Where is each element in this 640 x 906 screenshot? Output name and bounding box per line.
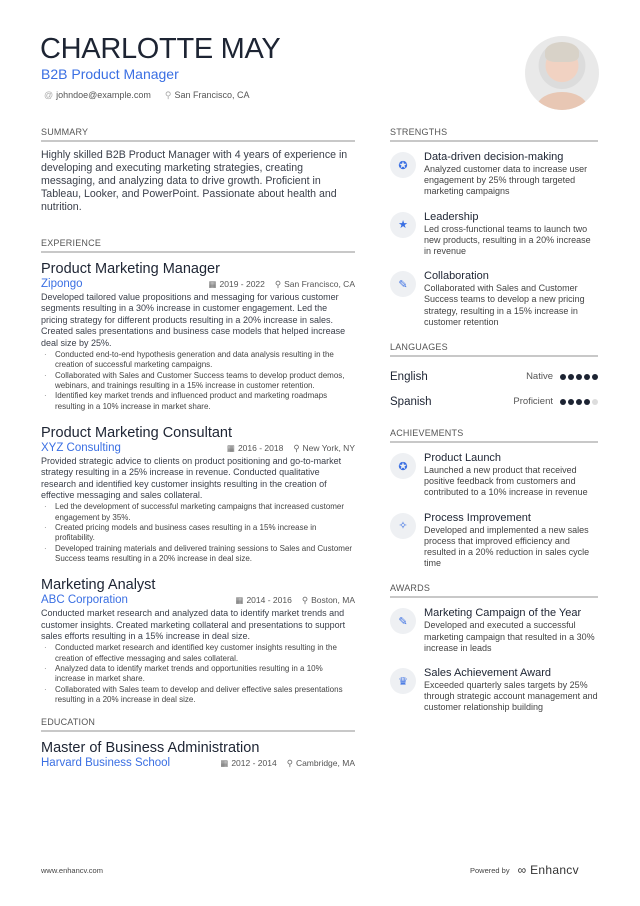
rating-dot: [576, 399, 582, 405]
calendar-icon: ▦: [235, 595, 244, 606]
calendar-icon: ▦: [208, 279, 217, 289]
job-title: Product Marketing Consultant: [41, 424, 233, 441]
job-title: Product Marketing Manager: [41, 261, 220, 277]
powered-by-label: Powered by: [470, 865, 510, 875]
job-dates: 2014 - 2016: [246, 595, 292, 606]
awards-item-title: Sales Achievement Award: [424, 667, 551, 680]
achievements-item: [390, 513, 598, 570]
rating-dot: [584, 374, 590, 380]
strengths-item: [390, 212, 598, 258]
achievements-item-text: Developed and implemented a new sales process that improved efficiency and resulted in a 20% reduction in sales cycle time: [424, 524, 590, 569]
left-column: [41, 127, 355, 781]
job-dates: 2016 - 2018: [237, 442, 284, 453]
school: Harvard Business School: [41, 757, 171, 770]
strengths-item-text: Led cross-functional teams to launch two new products, resulting in a 20% increase in revenue: [424, 223, 591, 257]
language-level: Native: [526, 371, 553, 383]
rating-dot: [560, 374, 566, 380]
summary-text: Highly skilled B2B Product Manager with 4 years of experience in developing and executing marketing strategies, creating messaging, and analyzing data to drive growth. Proficient in Tableau, Looker, and PowerPoint. Passionate about health and nutrition.: [41, 149, 348, 213]
job-dates: 2019 - 2022: [219, 279, 265, 289]
job-bullets: [41, 643, 355, 705]
degree: Master of Business Administration: [41, 740, 260, 757]
email[interactable]: johndoe@example.com: [56, 90, 151, 100]
at-icon: @: [44, 90, 54, 100]
pen-icon: ✎: [390, 608, 416, 634]
enhancv-logo[interactable]: [518, 863, 579, 877]
strengths-item-title: Data-driven decision-making: [424, 151, 564, 163]
job-bullet: · Collaborated with Sales team to develop and deliver effective sales presentations resulting in a 20% increase in deal size.: [41, 685, 355, 706]
strengths-item-title: Leadership: [424, 210, 479, 223]
rating-dot: [584, 399, 590, 405]
job-bullet: · Led the development of successful marketing campaigns that increased customer engagement by 35%.: [41, 502, 355, 523]
job-bullet: · Conducted end-to-end hypothesis generation and data analysis resulting in the creation of successful marketing campaigns.: [41, 350, 355, 371]
job-bullets: [41, 502, 355, 564]
achievements-item: [390, 453, 598, 499]
company-name: XYZ Consulting: [41, 441, 121, 454]
job-bullet: · Developed training materials and delivered training sessions to Sales and Customer Success teams resulting in a 20% increase in deal size.: [41, 544, 355, 565]
job-bullets: [41, 350, 355, 412]
candidate-title: B2B Product Manager: [41, 66, 179, 82]
section-heading-strengths: STRENGTHS: [390, 127, 598, 142]
location-pin-icon: ⚲: [164, 90, 172, 100]
job-entry: [41, 424, 355, 564]
trophy-icon: ♛: [390, 668, 416, 694]
job-location: San Francisco, CA: [284, 279, 355, 289]
infinity-icon: ∞: [517, 863, 527, 877]
footer-website[interactable]: www.enhancv.com: [41, 866, 103, 875]
awards-item: [390, 608, 598, 654]
rating-dot: [568, 374, 574, 380]
awards-item-text: Developed and executed a successful marketing campaign that resulted in a 30% increase in leads: [424, 620, 595, 653]
strengths-item: [390, 271, 598, 328]
awards-item-text: Exceeded quarterly sales targets by 25% through strategic account management and customer relationship building: [424, 680, 598, 713]
job-location: New York, NY: [302, 442, 355, 453]
job-bullet: · Collaborated with Sales and Customer Success teams to develop product demos, webinars, and trainings resulting in a 15% increase in customer retention.: [41, 371, 355, 392]
rating-dot: [592, 374, 598, 380]
job-bullet: · Analyzed data to identify market trends and opportunities resulting in a 10% increase in market share.: [41, 664, 355, 685]
language-name: English: [390, 370, 428, 383]
strengths-item: [390, 152, 598, 198]
section-heading-languages: LANGUAGES: [390, 342, 598, 357]
strengths-item-text: Collaborated with Sales and Customer Success teams to develop a new pricing strategy, resulting in a 15% increase in customer retention: [424, 283, 585, 327]
job-description: Provided strategic advice to clients on product positioning and go-to-market strategy resulting in a 25% increase in revenue. Conducted qualitative research and identified key customer insights resulting in the creation of effective messaging and sales collateral.: [41, 455, 342, 501]
section-heading-experience: EXPERIENCE: [41, 238, 355, 253]
job-bullet: · Created pricing models and business cases resulting in a 15% increase in profitability.: [41, 523, 355, 544]
footer-powered: [470, 863, 579, 877]
rating-dot: [592, 399, 598, 405]
language-name: Spanish: [390, 395, 432, 408]
language-rating: [560, 374, 598, 380]
achievements-item-text: Launched a new product that received positive feedback from customers and contributed to a 10% increase in revenue: [424, 465, 588, 498]
brand-name: Enhancv: [530, 863, 579, 877]
calendar-icon: ▦: [220, 758, 229, 769]
section-heading-education: EDUCATION: [41, 717, 355, 732]
rating-dot: [560, 399, 566, 405]
rating-dot: [576, 374, 582, 380]
job-description: Conducted market research and analyzed data to identify market trends and customer insights. Created marketing collateral and presentations to support sales efforts resulting in a 15% increase in deal size.: [41, 608, 346, 642]
education-entry: [41, 739, 355, 769]
section-heading-awards: AWARDS: [390, 583, 598, 598]
location: San Francisco, CA: [174, 90, 250, 100]
location-pin-icon: ⚲: [293, 442, 300, 453]
award-icon: ✪: [390, 152, 416, 178]
education-dates: 2012 - 2014: [231, 758, 277, 769]
language-rating: [560, 399, 598, 405]
strengths-item-text: Analyzed customer data to increase user engagement by 25% through targeted marketing campaigns: [424, 164, 588, 197]
section-heading-summary: SUMMARY: [41, 127, 355, 142]
job-entry: [41, 576, 355, 705]
job-bullet: · Conducted market research and identified key customer insights resulting in the creation of effective messaging and sales collateral.: [41, 643, 355, 664]
job-location: Boston, MA: [311, 595, 355, 606]
pen-icon: ✎: [390, 271, 416, 297]
strengths-item-title: Collaboration: [424, 270, 489, 283]
award-icon: ✪: [390, 453, 416, 479]
star-icon: ★: [390, 212, 416, 238]
awards-item-title: Marketing Campaign of the Year: [424, 607, 582, 620]
calendar-icon: ▦: [226, 442, 235, 453]
achievements-item-title: Product Launch: [424, 452, 502, 465]
rating-dot: [568, 399, 574, 405]
contact-info: [44, 90, 249, 101]
job-entry: [41, 260, 355, 412]
company-name: Zipongo: [41, 278, 83, 290]
job-description: Developed tailored value propositions and messaging for various customer segments resulting in a 30% increase in customer engagement. Led the pricing strategy for different products resulting in a 20% increase in sales. Created sales presentations and business case models that helped increase deal size by 25%.: [41, 292, 346, 348]
profile-photo: [525, 36, 599, 110]
job-bullet: · Identified key market trends and influenced product and marketing roadmaps resulting in a 10% increase in market share.: [41, 391, 355, 412]
location-pin-icon: ⚲: [301, 595, 309, 606]
awards-item: [390, 668, 598, 714]
job-title: Marketing Analyst: [41, 577, 156, 594]
location-pin-icon: ⚲: [286, 758, 293, 769]
section-heading-achievements: ACHIEVEMENTS: [390, 428, 598, 443]
language-level: Proficient: [513, 396, 553, 408]
language-item: [390, 364, 598, 389]
education-location: Cambridge, MA: [295, 758, 355, 769]
language-item: [390, 389, 598, 414]
location-pin-icon: ⚲: [274, 279, 282, 289]
company-name: ABC Corporation: [41, 594, 128, 607]
candidate-name: CHARLOTTE MAY: [40, 33, 281, 65]
right-column: [390, 127, 598, 728]
sparkle-icon: ✧: [390, 513, 416, 539]
achievements-item-title: Process Improvement: [424, 511, 531, 524]
